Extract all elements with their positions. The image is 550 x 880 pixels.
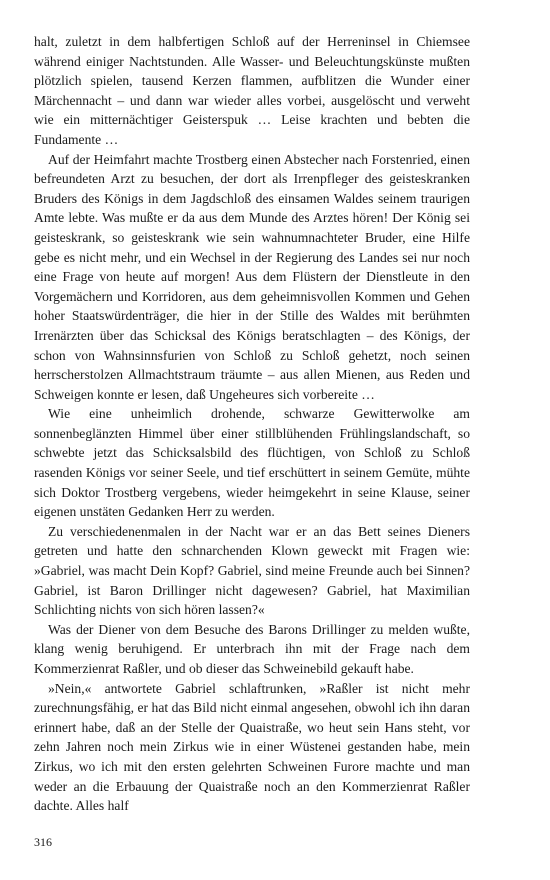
paragraph-1: halt, zuletzt in dem halbfertigen Schloß auf der Herreninsel in Chiemsee während einiger Nachtstunden. Alle Wasser- und Beleuchtungskünste mußten plötzlich spielen, tausend Kerzen flammen, aufblitzen die Wunder einer Märchennacht – und dann war wieder alles vorbei, ausgelöscht und verweht wie ein mitternächtiger Geisterspuk … Leise krachten und bebten die Fundamente … [34, 34, 470, 147]
paragraph-5: Was der Diener von dem Besuche des Barons Drillinger zu melden wußte, klang wenig beruhigend. Er unterbrach ihn mit der Frage nach dem Kommerzienrat Raßler, und ob dieser das Schweinebild gekauft habe. [34, 621, 470, 676]
page-number: 316 [34, 835, 52, 849]
paragraph-4: Zu verschiedenenmalen in der Nacht war er an das Bett seines Dieners getreten und hatte den schnarchenden Klown geweckt mit Fragen wie: »Gabriel, was macht Dein Kopf? Gabriel, sind meine Freunde auch bei Sinnen? Gabriel, ist Baron Drillinger nicht dagewesen? Gabriel, hat Maximilian Schlichting nichts von sich hören lassen?« [34, 523, 470, 618]
paragraph-3: Wie eine unheimlich drohende, schwarze Gewitterwolke am sonnenbeglänzten Himmel über einer stillblühenden Frühlingslandschaft, so schwebte jetzt das Schicksalsbild des flüchtigen, von Schloß zu Schloß rasenden Königs vor seiner Seele, und tief erschüttert in seinem Gemüte, mühte sich Doktor Trostberg vergebens, wieder heimgekehrt in seine Klause, seiner eigenen unstäten Gedanken Herr zu werden. [34, 406, 470, 520]
body-text [34, 32, 470, 816]
paragraph-2: Auf der Heimfahrt machte Trostberg einen Abstecher nach Forstenried, einen befreundeten Arzt zu besuchen, der dort als Irrenpfleger des geisteskranken Bruders des Königs in dem Jagdschloß des einsamen Waldes seinem traurigen Amte lebte. Was mußte er da aus dem Munde des Arztes hören! Der König sei geisteskrank, so geisteskrank wie sein wahnumnachteter Bruder, eine Hilfe gebe es nicht mehr, und ein Wechsel in der Regierung des Landes sei nur noch eine Frage von heute auf morgen! Aus dem Flüstern der Dienstleute in den Vorgemächern und Korridoren, aus dem geheimnisvollen Kommen und Gehen hoher Staatswürdenträger, die hier in der Stille des Waldes mit berühmten Irrenärzten über das Schicksal des Königs beratschlagten – des Königs, der schon von Wahnsinnsfurien von Schloß zu Schloß gehetzt, noch seinen herrscherstolzen Allmachtstraum träumte – aus allen Mienen, aus Reden und Schweigen konnte er lesen, daß Ungeheures sich vorbereite … [34, 151, 470, 402]
paragraph-6: »Nein,« antwortete Gabriel schlaftrunken, »Raßler ist nicht mehr zurechnungsfähig, er hat das Bild nicht einmal angesehen, obwohl ich ihn daran erinnert habe, daß an der Stelle der Quaistraße, wo heut sein Hans steht, vor zehn Jahren noch mein Zirkus wie in einer Wüstenei gestanden habe, mein Zirkus, wo ich mit den ersten gelehrten Schweinen Furore machte und man weder an die Erbauung der Quaistraße noch an den Kommerzienrat Raßler dachte. Alles half [34, 680, 470, 814]
